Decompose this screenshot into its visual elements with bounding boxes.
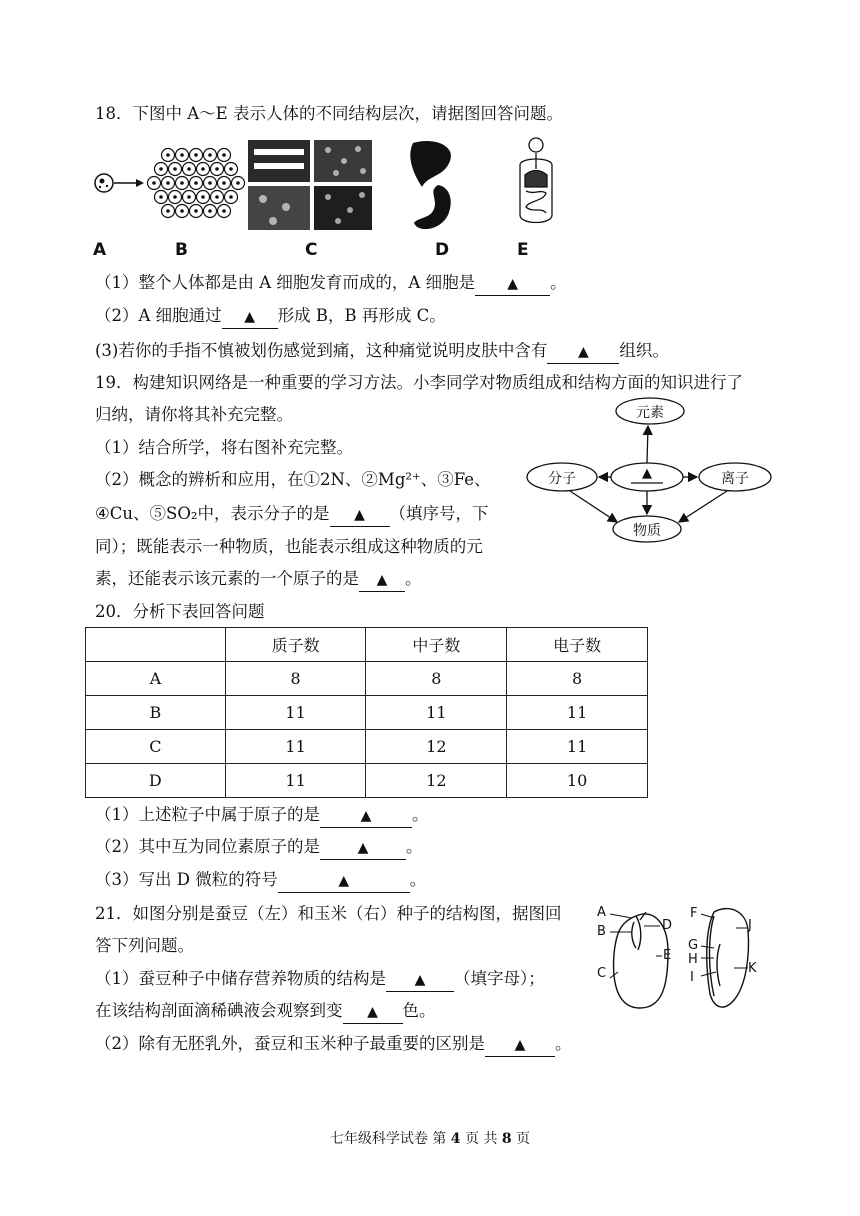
tissue-cell-nucleus [180,181,184,185]
page-number: 4 [450,1131,461,1147]
table-header-row: 质子数 中子数 电子数 [86,628,648,662]
tissue-cell-nucleus [215,195,219,199]
tissue-cell-nucleus [166,181,170,185]
table-row: B 11 11 11 [86,696,648,730]
tissue-cell-nucleus [180,209,184,213]
tissue-cell-nucleus [159,167,163,171]
table-row: A 8 8 8 [86,662,648,696]
tissue-cell-nucleus [180,153,184,157]
particle-table [85,627,648,798]
q21-title: 21．如图分别是蚕豆（左）和玉米（右）种子的结构图，据图回 [95,904,562,923]
corn-label-h: H [688,952,698,967]
answer-blank[interactable]: ▲ [343,1000,403,1024]
corn-label-k: K [748,961,757,976]
diagram-top-label: 元素 [636,405,664,421]
answer-blank[interactable]: ▲ [475,272,550,296]
tissue-cell-nucleus [201,167,205,171]
corn-label-j: J [748,918,752,933]
label-d: D [435,240,450,260]
corn-label-i: I [690,970,694,985]
corn-label-f: F [690,906,698,921]
q21-sub2: （2）除有无胚乳外，蚕豆和玉米种子最重要的区别是 ▲ 。 [95,1033,572,1057]
answer-blank[interactable]: ▲ [330,503,390,527]
tissue-cell-nucleus [166,153,170,157]
tissue-cell-nucleus [194,181,198,185]
tissue-cell-nucleus [222,153,226,157]
tissue-cell-nucleus [194,153,198,157]
answer-blank[interactable]: ▲ [320,804,412,828]
label-c: C [305,240,318,260]
answer-blank[interactable]: ▲ [386,968,454,992]
tissue-image [148,149,245,218]
answer-blank[interactable]: ▲ [547,340,619,364]
q19-title: 19．构建知识网络是一种重要的学习方法。小李同学对物质组成和结构方面的知识进行了 [95,373,743,392]
tissue-cell-nucleus [159,195,163,199]
q20-title: 20．分析下表回答问题 [95,602,265,621]
seed-structure-figure [596,900,766,1020]
tissue-cell-nucleus [208,181,212,185]
tissue-cell-nucleus [229,167,233,171]
bean-label-c: C [597,966,607,981]
tissue-types-image [248,140,372,230]
tissue-cell-nucleus [173,167,177,171]
tissue-cell-nucleus [201,195,205,199]
tissue-cell-nucleus [222,181,226,185]
q19-sub2-line2: ④Cu、⑤SO₂中，表示分子的是 ▲ （填序号，下 [95,503,489,527]
diagram-left-label: 分子 [548,471,576,487]
tissue-cell-nucleus [187,195,191,199]
tissue-cell-nucleus [152,181,156,185]
tissue-cell-nucleus [173,195,177,199]
tissue-cell-nucleus [222,209,226,213]
tissue-cell-nucleus [208,153,212,157]
q19-sub2-line3: 同）；既能表示一种物质，也能表示组成这种物质的元 [95,537,483,556]
organ-image [410,141,451,229]
tissue-cell-nucleus [187,167,191,171]
q19-sub1: （1）结合所学，将右图补充完整。 [95,438,353,457]
answer-blank[interactable]: ▲ [485,1033,555,1057]
bean-label-a: A [597,905,606,920]
body-structure-levels-figure [88,135,558,235]
corn-label-g: G [688,938,699,953]
answer-blank[interactable]: ▲ [320,836,406,860]
diagram-bottom-label: 物质 [633,523,661,539]
q18-sub2: （2）A 细胞通过 ▲ 形成 B，B 再形成 C。 [95,305,446,329]
bean-label-b: B [597,924,606,939]
q18-sub1: （1）整个人体都是由 A 细胞发育而成的，A 细胞是 ▲ 。 [95,272,567,296]
tissue-cell-nucleus [236,181,240,185]
page-total: 8 [501,1131,512,1147]
label-a: A [93,240,107,260]
diagram-blank-mark[interactable]: ▲ [642,466,652,481]
label-b: B [175,240,188,260]
q19-sub2-line1: （2）概念的辨析和应用，在①2N、②Mg²⁺、③Fe、 [95,470,491,489]
q18-sub3: (3)若你的手指不慎被划伤感觉到痛，这种痛觉说明皮肤中含有 ▲ 组织。 [95,340,669,364]
q20-sub2: （2）其中互为同位素原子的是 ▲ 。 [95,836,423,860]
human-system-image [520,138,552,223]
q21-line2: 答下列问题。 [95,936,194,955]
q20-sub1: （1）上述粒子中属于原子的是 ▲ 。 [95,804,429,828]
bean-label-d: D [662,918,673,933]
q20-sub3: （3）写出 D 微粒的符号 ▲ 。 [95,869,426,893]
diagram-right-label: 离子 [721,471,749,487]
label-e: E [517,240,529,260]
answer-blank[interactable]: ▲ [222,305,278,329]
tissue-cell-nucleus [215,167,219,171]
answer-blank[interactable]: ▲ [278,869,410,893]
tissue-cell-nucleus [229,195,233,199]
q18-title: 18．下图中 A～E 表示人体的不同结构层次，请据图回答问题。 [95,104,563,123]
page-footer: 七年级科学试卷 第 4 页 共 8 页 [329,1131,531,1147]
table-row: C 11 12 11 [86,730,648,764]
q19-line2: 归纳，请你将其补充完整。 [95,405,293,424]
tissue-cell-nucleus [194,209,198,213]
cell-image [95,174,144,192]
tissue-cell-nucleus [208,209,212,213]
q21-sub1: （1）蚕豆种子中储存营养物质的结构是 ▲ （填字母）； [95,968,545,992]
table-row: D 11 12 10 [86,764,648,798]
answer-blank[interactable]: ▲ [359,568,405,592]
tissue-cell-nucleus [166,209,170,213]
q21-sub1-line2: 在该结构剖面滴稀碘液会观察到变 ▲ 色。 [95,1000,436,1024]
q19-sub2-line4: 素，还能表示该元素的一个原子的是 ▲ 。 [95,568,422,592]
bean-label-e: E [663,948,672,963]
